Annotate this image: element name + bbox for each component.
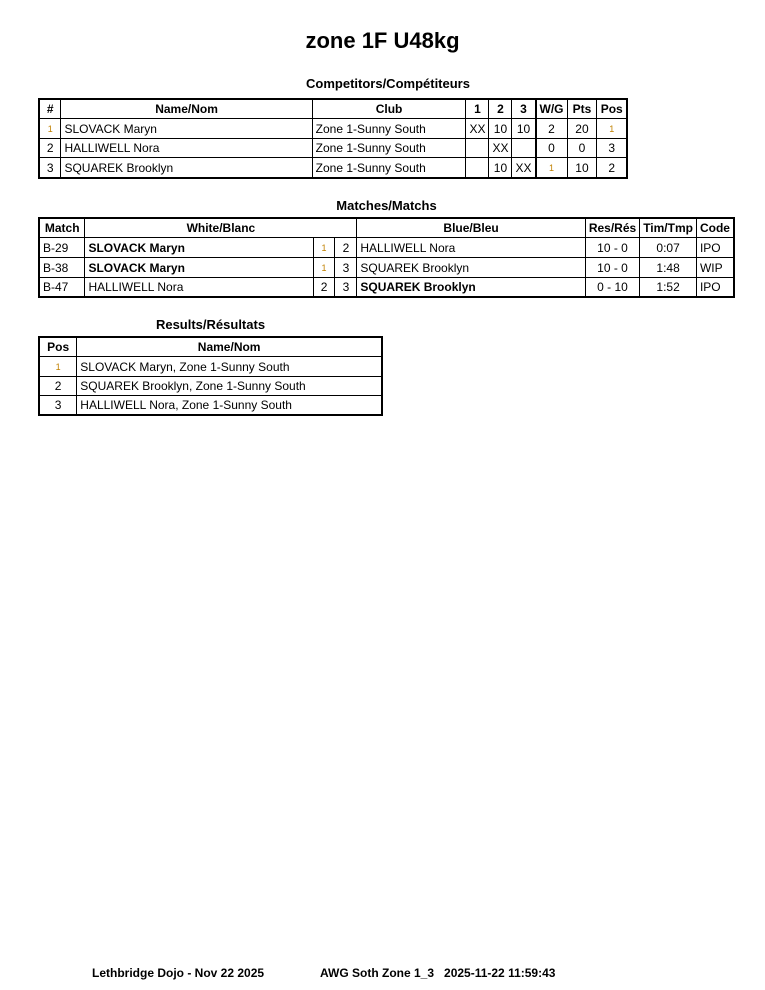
match-id: B-38 [39, 258, 85, 278]
match-blue-num: 2 [335, 238, 357, 258]
match-result: 0 - 10 [585, 278, 639, 298]
result-pos: 3 [39, 396, 77, 416]
matches-heading: Matches/Matchs [336, 198, 437, 213]
competitor-pos: 2 [597, 158, 627, 179]
match-result: 10 - 0 [585, 238, 639, 258]
col-r2: 2 [489, 99, 512, 119]
match-blue: HALLIWELL Nora [357, 238, 585, 258]
competitor-r1 [466, 158, 489, 179]
match-code: IPO [696, 278, 734, 298]
competitor-num: 3 [39, 158, 61, 179]
table-row [39, 377, 382, 396]
match-id: B-29 [39, 238, 85, 258]
footer-right: AWG Soth Zone 1_3 2025-11-22 11:59:43 [320, 966, 556, 980]
match-white-num: 1 [321, 263, 327, 273]
competitors-header-row [39, 99, 627, 119]
col-num: # [39, 99, 61, 119]
competitor-pts: 0 [567, 139, 597, 158]
result-pos: 2 [39, 377, 77, 396]
col-name: Name/Nom [61, 99, 312, 119]
table-row [39, 357, 382, 377]
col-r1: 1 [466, 99, 489, 119]
competitor-pts: 20 [567, 119, 597, 139]
match-white: SLOVACK Maryn [85, 238, 313, 258]
competitor-r2: 10 [489, 158, 512, 179]
match-code: IPO [696, 238, 734, 258]
competitor-club: Zone 1-Sunny South [312, 158, 466, 179]
match-code: WIP [696, 258, 734, 278]
table-row [39, 119, 627, 139]
match-id: B-47 [39, 278, 85, 298]
competitor-name: HALLIWELL Nora [61, 139, 312, 158]
competitor-name: SLOVACK Maryn [61, 119, 312, 139]
competitor-r1: XX [466, 119, 489, 139]
match-time: 1:52 [640, 278, 697, 298]
matches-table [38, 217, 735, 298]
col-time: Tim/Tmp [640, 218, 697, 238]
match-blue-num: 3 [335, 278, 357, 298]
col-blue: Blue/Bleu [357, 218, 585, 238]
competitor-num: 2 [39, 139, 61, 158]
col-match: Match [39, 218, 85, 238]
competitor-club: Zone 1-Sunny South [312, 119, 466, 139]
competitor-r1 [466, 139, 489, 158]
competitor-r2: 10 [489, 119, 512, 139]
table-row [39, 139, 627, 158]
competitor-wg: 0 [536, 139, 568, 158]
match-blue: SQUAREK Brooklyn [357, 258, 585, 278]
page-title: zone 1F U48kg [305, 28, 460, 53]
col-name: Name/Nom [77, 337, 382, 357]
results-table [38, 336, 383, 416]
col-wg: W/G [536, 99, 568, 119]
footer-left: Lethbridge Dojo - Nov 22 2025 [92, 966, 265, 980]
competitor-r3: 10 [512, 119, 536, 139]
col-white: White/Blanc [85, 218, 357, 238]
competitor-name: SQUAREK Brooklyn [61, 158, 312, 179]
col-code: Code [696, 218, 734, 238]
competitor-wg: 1 [548, 163, 554, 173]
competitor-pos: 3 [597, 139, 627, 158]
col-res: Res/Rés [585, 218, 639, 238]
competitor-num: 1 [47, 124, 53, 134]
competitors-table [38, 98, 628, 179]
col-club: Club [312, 99, 466, 119]
col-pos: Pos [39, 337, 77, 357]
match-white-num: 2 [313, 278, 335, 298]
results-heading: Results/Résultats [155, 317, 266, 332]
match-white: HALLIWELL Nora [85, 278, 313, 298]
competitor-pts: 10 [567, 158, 597, 179]
match-blue-num: 3 [335, 258, 357, 278]
match-time: 0:07 [640, 238, 697, 258]
match-result: 10 - 0 [585, 258, 639, 278]
result-name: HALLIWELL Nora, Zone 1-Sunny South [77, 396, 382, 416]
table-row [39, 396, 382, 416]
match-white: SLOVACK Maryn [85, 258, 313, 278]
col-r3: 3 [512, 99, 536, 119]
matches-header-row [39, 218, 734, 238]
table-row [39, 278, 734, 298]
competitors-heading: Competitors/Compétiteurs [306, 76, 470, 91]
result-name: SQUAREK Brooklyn, Zone 1-Sunny South [77, 377, 382, 396]
competitor-r3 [512, 139, 536, 158]
competitor-pos: 1 [609, 124, 615, 134]
competitor-club: Zone 1-Sunny South [312, 139, 466, 158]
match-white-num: 1 [321, 243, 327, 253]
match-time: 1:48 [640, 258, 697, 278]
competitor-wg: 2 [536, 119, 568, 139]
table-row [39, 238, 734, 258]
table-row [39, 258, 734, 278]
results-header-row [39, 337, 382, 357]
result-pos: 1 [55, 362, 61, 372]
col-pts: Pts [567, 99, 597, 119]
col-pos: Pos [597, 99, 627, 119]
table-row [39, 158, 627, 179]
competitor-r3: XX [512, 158, 536, 179]
competitor-r2: XX [489, 139, 512, 158]
result-name: SLOVACK Maryn, Zone 1-Sunny South [77, 357, 382, 377]
match-blue: SQUAREK Brooklyn [357, 278, 585, 298]
